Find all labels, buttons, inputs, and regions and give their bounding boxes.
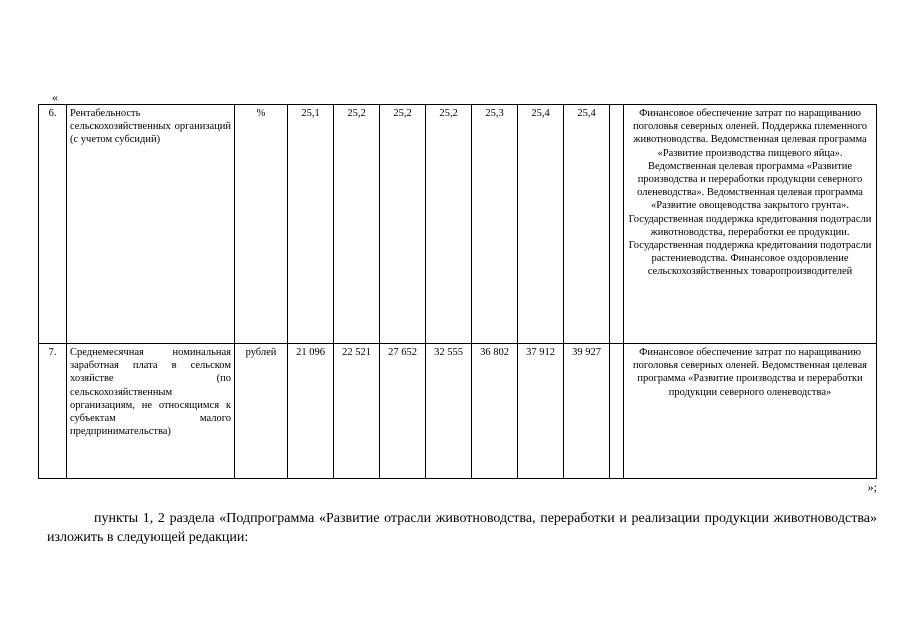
value-cell: 25,2 — [426, 105, 472, 344]
opening-quote-mark: « — [52, 90, 58, 104]
indicator-name: Среднемесячная номинальная заработная плата в сельском хозяйстве (по сельскохозяйственным организациям, не относящимся к субъектам малого предпринимательства) — [67, 344, 235, 479]
row-number: 7. — [39, 344, 67, 479]
value-cell: 39 927 — [564, 344, 610, 479]
closing-quote-mark: »; — [867, 480, 877, 494]
indicator-name: Рентабельность сельскохозяйственных организаций (с учетом субсидий) — [67, 105, 235, 344]
value-cell: 27 652 — [380, 344, 426, 479]
value-cell: 21 096 — [288, 344, 334, 479]
value-cell: 25,4 — [564, 105, 610, 344]
empty-cell — [610, 105, 624, 344]
unit-cell: % — [235, 105, 288, 344]
programs-cell: Финансовое обеспечение затрат по наращиванию поголовья северных оленей. Ведомственная целевая программа «Развитие производства и переработки продукции северного оленеводства» — [624, 344, 877, 479]
empty-cell — [610, 344, 624, 479]
programs-cell: Финансовое обеспечение затрат по наращиванию поголовья северных оленей. Поддержка племенного животноводства. Ведомственная целевая программа «Развитие производства пищевого яйца». Ведомственная целевая программа «Развитие производства и переработки продукции северного оленеводства». Ведомственная целевая программа «Развитие овощеводства закрытого грунта». Государственная поддержка кредитования подотрасли животноводства, переработки ее продукции. Государственная поддержка кредитования подотрасли растениеводства. Финансовое оздоровление сельскохозяйственных товаропроизводителей — [624, 105, 877, 344]
value-cell: 25,4 — [518, 105, 564, 344]
body-paragraph: пункты 1, 2 раздела «Подпрограмма «Развитие отрасли животноводства, переработки и реализации продукции животноводства» изложить в следующей редакции: — [47, 511, 877, 545]
unit-cell: рублей — [235, 344, 288, 479]
row-number: 6. — [39, 105, 67, 344]
value-cell: 32 555 — [426, 344, 472, 479]
value-cell: 36 802 — [472, 344, 518, 479]
indicators-table — [38, 104, 877, 479]
value-cell: 25,1 — [288, 105, 334, 344]
value-cell: 37 912 — [518, 344, 564, 479]
value-cell: 25,2 — [334, 105, 380, 344]
table-row — [39, 105, 877, 344]
value-cell: 25,2 — [380, 105, 426, 344]
value-cell: 25,3 — [472, 105, 518, 344]
value-cell: 22 521 — [334, 344, 380, 479]
table-row — [39, 344, 877, 479]
